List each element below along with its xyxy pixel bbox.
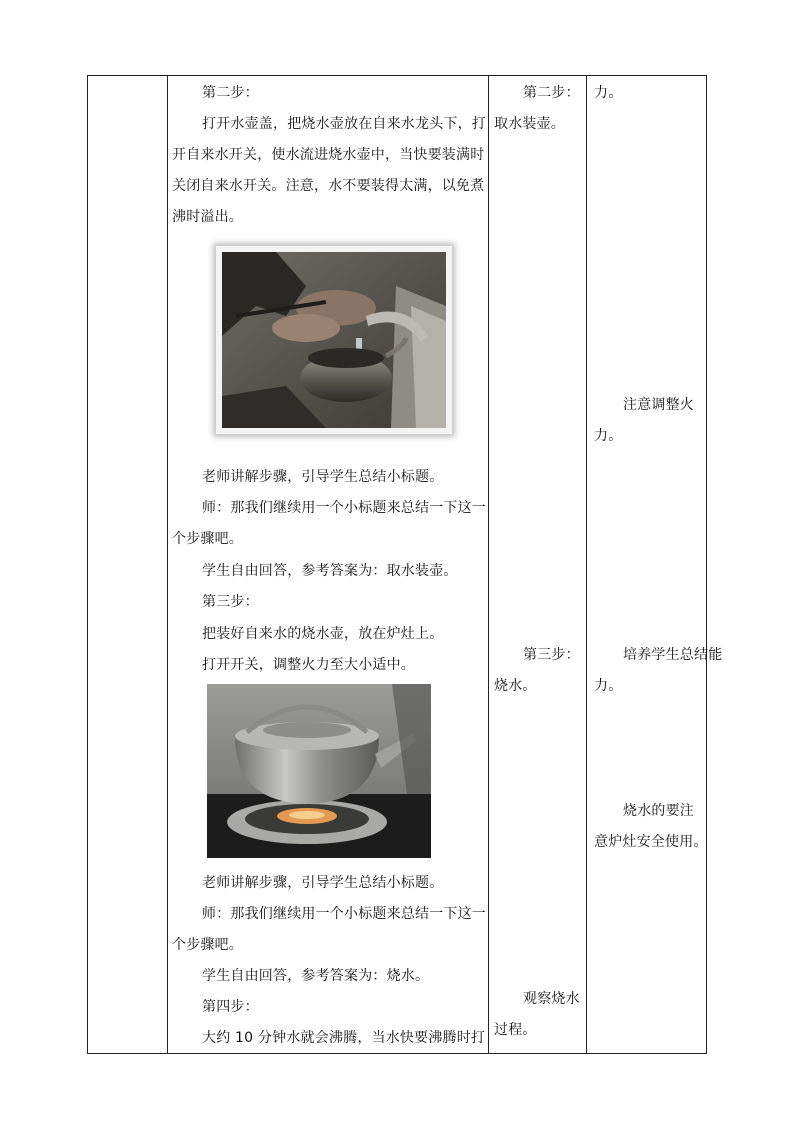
column-divider-3: [586, 75, 587, 1054]
step3-line-2: 打开开关，调整火力至大小适中。: [202, 657, 415, 673]
student-answer-2: 学生自由回答，参考答案为：烧水。: [202, 968, 430, 984]
intent-note1-line-2: 力。: [594, 428, 623, 444]
student-answer-1: 学生自由回答，参考答案为：取水装壶。: [202, 563, 458, 579]
intent-note3-line-1: 烧水的要注: [623, 803, 694, 819]
kettle-filling-photo: [216, 246, 452, 434]
step2-title: 第二步：: [202, 85, 259, 101]
activity-observe-line-2: 过程。: [494, 1022, 537, 1038]
step2-body-line-1: 打开水壶盖，把烧水壶放在自来水龙头下，打: [202, 116, 486, 132]
teacher-question-2-line-1: 师：那我们继续用一个小标题来总结一下这一: [202, 906, 486, 922]
intent-note2-line-2: 力。: [594, 678, 623, 694]
teacher-question-1-line-1: 师：那我们继续用一个小标题来总结一下这一: [202, 500, 486, 516]
activity-observe-line-1: 观察烧水: [523, 991, 580, 1007]
intent-note1-line-1: 注意调整火: [623, 397, 694, 413]
step2-body-line-3: 关闭自来水开关。注意，水不要装得太满，以免煮: [172, 178, 485, 194]
teacher-explain-2: 老师讲解步骤，引导学生总结小标题。: [202, 875, 444, 891]
column-divider-1: [167, 75, 168, 1054]
intent-note2-line-1: 培养学生总结能: [623, 647, 723, 663]
intent-note3-line-2: 意炉灶安全使用。: [594, 834, 708, 850]
table-top-border: [87, 75, 707, 76]
table-bottom-border: [87, 1053, 707, 1054]
activity-step2-value: 取水装壶。: [494, 116, 565, 132]
activity-step2-label: 第二步：: [523, 85, 580, 101]
intent-top-fragment: 力。: [594, 85, 623, 101]
column-divider-2: [488, 75, 489, 1054]
table-left-border: [87, 75, 88, 1054]
activity-step3-label: 第三步：: [523, 647, 580, 663]
step4-body: 大约 10 分钟水就会沸腾，当水快要沸腾时打: [202, 1030, 486, 1046]
step3-line-1: 把装好自来水的烧水壶，放在炉灶上。: [202, 626, 444, 642]
kettle-on-stove-photo: [207, 684, 431, 858]
teacher-question-1-line-2: 个步骤吧。: [172, 531, 243, 547]
table-right-border: [706, 75, 707, 1054]
step2-body-line-4: 沸时溢出。: [172, 209, 243, 225]
teacher-question-2-line-2: 个步骤吧。: [172, 937, 243, 953]
step4-title: 第四步：: [202, 999, 259, 1015]
step3-title: 第三步：: [202, 594, 259, 610]
kettle-filling-image: [216, 246, 452, 434]
activity-step3-value: 烧水。: [494, 678, 537, 694]
kettle-on-stove-image: [207, 684, 431, 858]
step2-body-line-2: 开自来水开关，使水流进烧水壶中，当快要装满时: [172, 147, 485, 163]
teacher-explain-1: 老师讲解步骤，引导学生总结小标题。: [202, 469, 444, 485]
